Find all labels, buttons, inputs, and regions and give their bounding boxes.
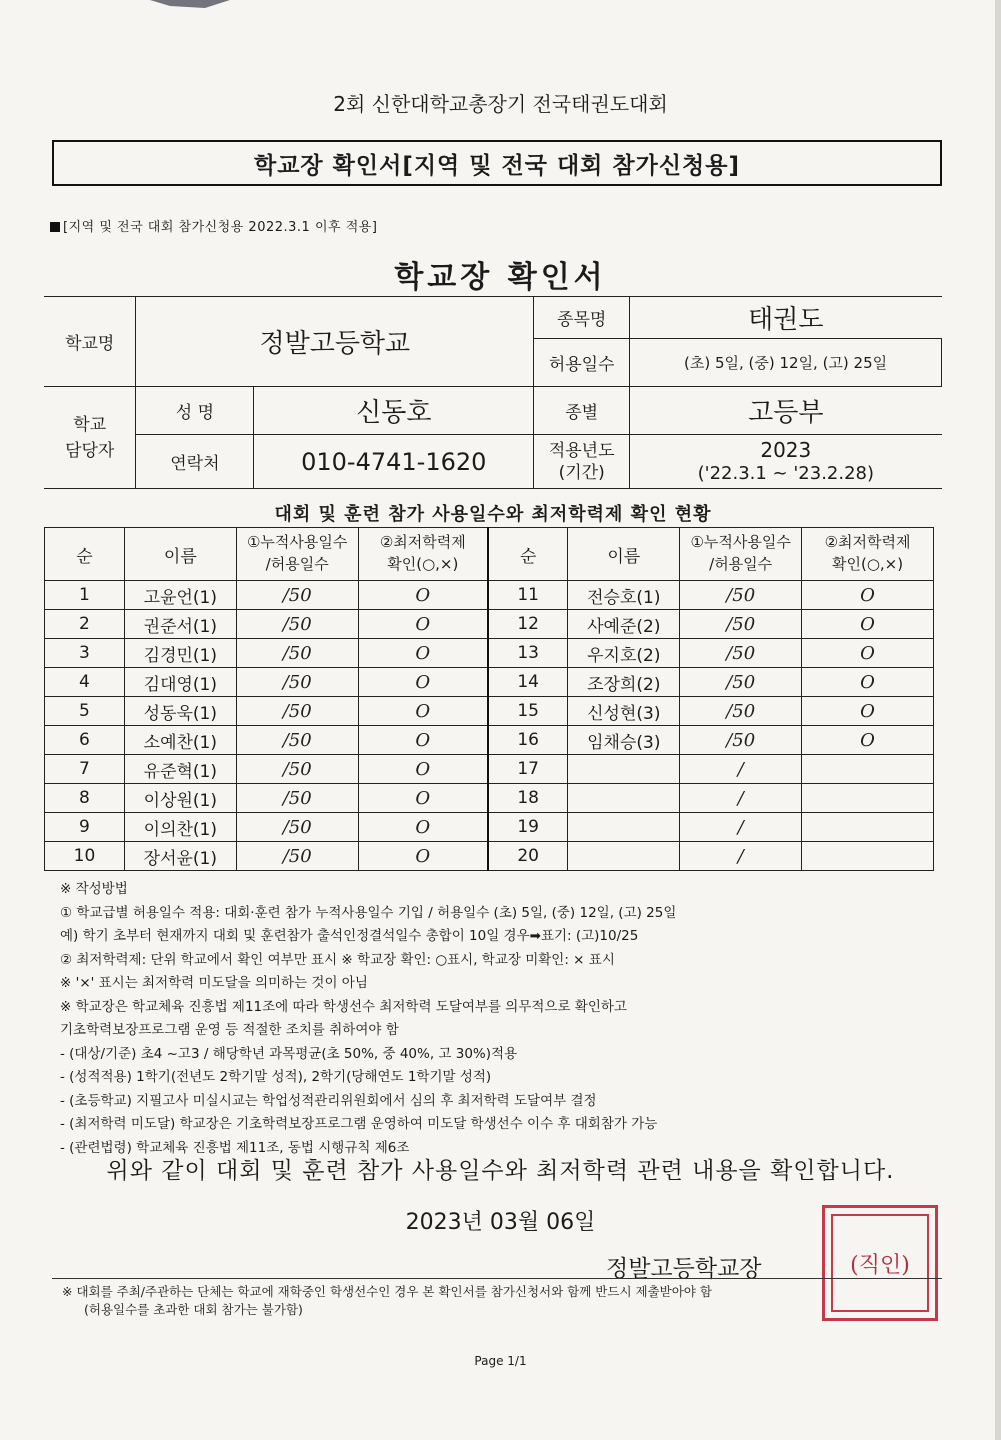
row-number: 14 xyxy=(488,668,568,697)
allowed-days-label: 허용일수 xyxy=(534,339,630,387)
min-academic-check: O xyxy=(802,697,934,726)
athlete-name xyxy=(568,755,680,784)
applicability-note xyxy=(50,216,377,235)
event-value: 태권도 xyxy=(630,297,942,339)
contact-label: 연락처 xyxy=(136,435,254,489)
days-used: /50 xyxy=(236,610,358,639)
row-number: 17 xyxy=(488,755,568,784)
contact-value: 010-4741-1620 xyxy=(254,435,534,489)
days-used: /50 xyxy=(680,610,802,639)
division-label: 종별 xyxy=(534,387,630,435)
method-heading: ※ 작성방법 xyxy=(60,881,128,897)
min-academic-check: O xyxy=(802,610,934,639)
min-academic-check: O xyxy=(358,813,488,842)
athlete-table xyxy=(44,527,934,871)
method-line: 예) 학기 초부터 현재까지 대회 및 훈련참가 출석인정결석일수 총합이 10일 경우➡표기: (고)10/25 xyxy=(60,928,639,944)
row-number: 4 xyxy=(45,668,125,697)
row-number: 8 xyxy=(45,784,125,813)
main-title: 학교장 확인서 xyxy=(394,260,607,295)
min-academic-check: O xyxy=(802,639,934,668)
year-value: 2023 xyxy=(760,437,812,462)
table-row xyxy=(45,697,934,726)
athlete-name: 김경민(1) xyxy=(124,639,236,668)
table-row xyxy=(45,668,934,697)
method-line: - (최저학력 미도달) 학교장은 기초학력보장프로그램 운영하여 미도달 학생선수 이수 후 대회참가 가능 xyxy=(60,1116,658,1132)
row-number: 18 xyxy=(488,784,568,813)
athlete-name: 김대영(1) xyxy=(124,668,236,697)
header-min-right-line2: 확인(○,×) xyxy=(831,555,904,573)
days-used: /50 xyxy=(680,726,802,755)
days-used: /50 xyxy=(680,639,802,668)
athlete-name: 사예준(2) xyxy=(568,610,680,639)
row-number: 3 xyxy=(45,639,125,668)
row-number: 9 xyxy=(45,813,125,842)
athlete-name: 조장희(2) xyxy=(568,668,680,697)
period-value: ('22.3.1 ~ '23.2.28) xyxy=(697,462,875,484)
days-used: /50 xyxy=(236,668,358,697)
year-label-line2: (기간) xyxy=(558,462,605,483)
min-academic-check: O xyxy=(358,697,488,726)
square-bullet-icon xyxy=(50,222,60,232)
table-row xyxy=(45,755,934,784)
athlete-name: 성동욱(1) xyxy=(124,697,236,726)
row-number: 7 xyxy=(45,755,125,784)
method-line: - (관련법령) 학교체육 진흥법 제11조, 동법 시행규칙 제6조 xyxy=(60,1139,410,1156)
header-days-right xyxy=(680,528,802,581)
athlete-name: 임채승(3) xyxy=(568,726,680,755)
header-min-line1: ②최저학력제 xyxy=(379,533,466,552)
min-academic-check xyxy=(802,813,934,842)
days-used: /50 xyxy=(680,581,802,610)
method-line: 기초학력보장프로그램 운영 등 적절한 조치를 취하여야 함 xyxy=(60,1022,399,1038)
division-value: 고등부 xyxy=(630,387,942,435)
year-value-cell xyxy=(630,435,942,489)
method-line: - (대상/기준) 초4 ~고3 / 해당학년 과목평균(초 50%, 중 40%, 고 30%)적용 xyxy=(60,1045,518,1062)
header-days-line1: ①누적사용일수 xyxy=(246,533,348,552)
info-table xyxy=(44,296,942,489)
athlete-name: 고윤언(1) xyxy=(124,581,236,610)
row-number: 12 xyxy=(488,610,568,639)
header-no-right: 순 xyxy=(488,528,568,581)
row-number: 16 xyxy=(488,726,568,755)
footnote-divider xyxy=(52,1278,942,1279)
athlete-name xyxy=(568,813,680,842)
applicability-note-text: [지역 및 전국 대회 참가신청용 2022.3.1 이후 적용] xyxy=(63,220,378,235)
staff-label-line2: 담당자 xyxy=(65,440,115,461)
days-used: /50 xyxy=(236,639,358,668)
table-row xyxy=(45,813,934,842)
method-line: - (초등학교) 지필고사 미실시교는 학업성적관리위원회에서 심의 후 최저학력 도달여부 결정 xyxy=(60,1092,597,1109)
confirmation-statement: 위와 같이 대회 및 훈련 참가 사용일수와 최저학력 관련 내용을 확인합니다. xyxy=(106,1158,895,1184)
header-days-right-line2: /허용일수 xyxy=(709,555,773,573)
header-min-line2: 확인(○,×) xyxy=(387,555,459,573)
min-academic-check xyxy=(802,842,934,871)
min-academic-check: O xyxy=(802,726,934,755)
form-title-box xyxy=(52,140,942,186)
school-value: 정발고등학교 xyxy=(136,297,534,387)
page-number: Page 1/1 xyxy=(474,1354,527,1368)
year-label-line1: 적용년도 xyxy=(548,440,615,461)
header-days-right-line1: ①누적사용일수 xyxy=(690,533,791,552)
days-used: /50 xyxy=(236,784,358,813)
allowed-days-value: (초) 5일, (중) 12일, (고) 25일 xyxy=(630,339,942,387)
row-number: 20 xyxy=(488,842,568,871)
name-label: 성 명 xyxy=(136,387,254,435)
table-header-row xyxy=(45,528,934,581)
min-academic-check: O xyxy=(358,581,488,610)
table-row xyxy=(45,610,934,639)
row-number: 15 xyxy=(488,697,568,726)
table-row xyxy=(45,581,934,610)
athlete-name: 유준혁(1) xyxy=(124,755,236,784)
athlete-name: 신성현(3) xyxy=(568,697,680,726)
method-line: ※ '×' 표시는 최저학력 미도달을 의미하는 것이 아님 xyxy=(60,975,368,991)
row-number: 10 xyxy=(45,842,125,871)
header-name-right: 이름 xyxy=(568,528,680,581)
seal-text: (직인) xyxy=(850,1252,910,1278)
days-used: /50 xyxy=(236,842,358,871)
method-line: ① 학교급별 허용일수 적용: 대회·훈련 참가 누적사용일수 기입 / 허용일수 (초) 5일, (중) 12일, (고) 25일 xyxy=(60,904,677,921)
row-number: 6 xyxy=(45,726,125,755)
min-academic-check: O xyxy=(358,610,488,639)
min-academic-check: O xyxy=(802,668,934,697)
days-used: / xyxy=(680,842,802,871)
table-row xyxy=(45,842,934,871)
athlete-name: 이상원(1) xyxy=(124,784,236,813)
staff-label xyxy=(44,387,136,489)
days-used: /50 xyxy=(680,668,802,697)
athlete-name: 전승호(1) xyxy=(568,581,680,610)
row-number: 5 xyxy=(45,697,125,726)
row-number: 2 xyxy=(45,610,125,639)
confirmation-date: 2023년 03월 06일 xyxy=(405,1210,596,1235)
table-row xyxy=(45,726,934,755)
days-used: /50 xyxy=(236,697,358,726)
method-line: - (성적적용) 1학기(전년도 2학기말 성적), 2학기(당해연도 1학기말 성적) xyxy=(60,1069,492,1085)
event-label: 종목명 xyxy=(534,297,630,339)
days-used: / xyxy=(680,755,802,784)
table-row xyxy=(45,784,934,813)
row-number: 1 xyxy=(45,581,125,610)
principal-name: 정발고등학교장 xyxy=(606,1256,762,1282)
days-used: / xyxy=(680,813,802,842)
writing-method xyxy=(60,878,940,1160)
row-number: 11 xyxy=(488,581,568,610)
min-academic-check xyxy=(802,784,934,813)
athlete-name: 권준서(1) xyxy=(124,610,236,639)
footnote-line1: ※ 대회를 주최/주관하는 단체는 학교에 재학중인 학생선수인 경우 본 확인서를 참가신청서와 함께 반드시 제출받아야 함 xyxy=(62,1284,712,1299)
athlete-name: 장서윤(1) xyxy=(124,842,236,871)
header-days-line2: /허용일수 xyxy=(265,555,329,573)
days-used: /50 xyxy=(236,581,358,610)
method-line: ② 최저학력제: 단위 학교에서 확인 여부만 표시 ※ 학교장 확인: ○표시, 학교장 미확인: × 표시 xyxy=(60,951,615,968)
table-row xyxy=(45,639,934,668)
min-academic-check: O xyxy=(358,726,488,755)
min-academic-check: O xyxy=(358,842,488,871)
min-academic-check: O xyxy=(358,668,488,697)
athlete-name: 소예찬(1) xyxy=(124,726,236,755)
days-used: /50 xyxy=(236,813,358,842)
header-name: 이름 xyxy=(124,528,236,581)
athlete-name xyxy=(568,784,680,813)
header-min-academic-right xyxy=(802,528,934,581)
days-used: /50 xyxy=(236,726,358,755)
table-title: 대회 및 훈련 참가 사용일수와 최저학력제 확인 현황 xyxy=(274,504,712,525)
days-used: /50 xyxy=(236,755,358,784)
staff-label-line1: 학교 xyxy=(73,414,107,435)
header-min-academic xyxy=(358,528,488,581)
min-academic-check: O xyxy=(358,639,488,668)
method-lines xyxy=(60,902,940,1161)
form-title: 학교장 확인서[지역 및 전국 대회 참가신청용] xyxy=(254,152,740,179)
header-min-right-line1: ②최저학력제 xyxy=(824,533,911,552)
row-number: 19 xyxy=(488,813,568,842)
footnote-line2: (허용일수를 초과한 대회 참가는 불가함) xyxy=(84,1302,303,1317)
footnote xyxy=(62,1283,942,1319)
athlete-name: 이의찬(1) xyxy=(124,813,236,842)
athlete-name: 우지호(2) xyxy=(568,639,680,668)
header-no: 순 xyxy=(45,528,125,581)
days-used: /50 xyxy=(680,697,802,726)
header-days xyxy=(236,528,358,581)
name-value: 신동호 xyxy=(254,387,534,435)
event-name: 2회 신한대학교총장기 전국태권도대회 xyxy=(333,92,668,116)
min-academic-check xyxy=(802,755,934,784)
row-number: 13 xyxy=(488,639,568,668)
method-line: ※ 학교장은 학교체육 진흥법 제11조에 따라 학생선수 최저학력 도달여부를 의무적으로 확인하고 xyxy=(60,998,627,1015)
days-used: / xyxy=(680,784,802,813)
min-academic-check: O xyxy=(358,784,488,813)
year-label xyxy=(534,435,630,489)
min-academic-check: O xyxy=(802,581,934,610)
min-academic-check: O xyxy=(358,755,488,784)
athlete-name xyxy=(568,842,680,871)
school-label: 학교명 xyxy=(44,297,136,387)
